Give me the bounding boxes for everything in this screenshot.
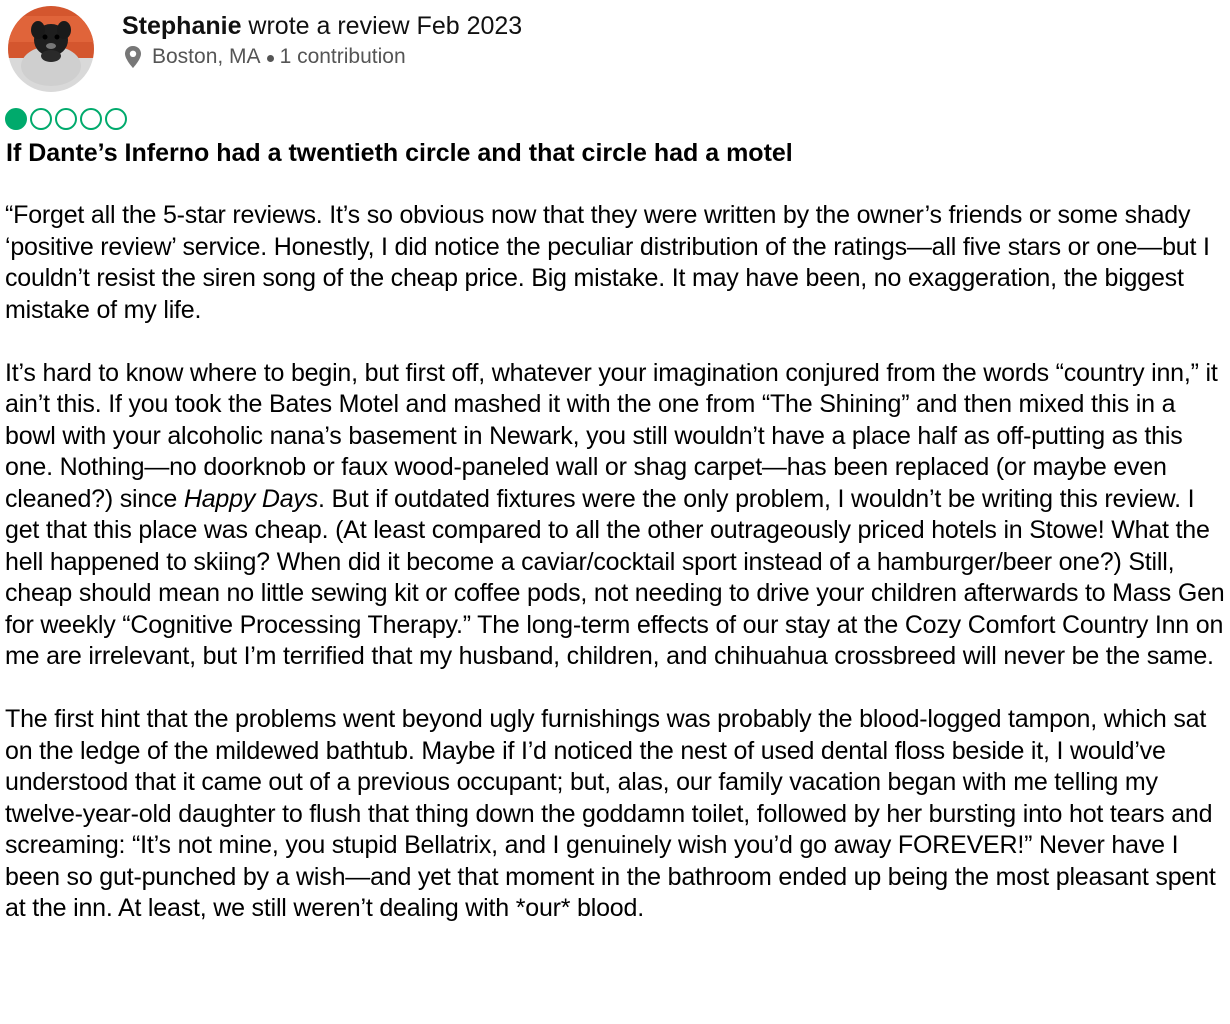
rating-bubble-empty-icon (80, 108, 102, 130)
separator-dot (267, 55, 274, 62)
author-name[interactable]: Stephanie (122, 12, 242, 40)
rating-bubbles (5, 108, 127, 130)
review-paragraph: “Forget all the 5-star reviews. It’s so obvious now that they were written by the owner’s friends or some shady ‘positive review’ service. Honestly, I did notice the peculiar distribution of the ratings—all five stars or one—but I couldn’t resist the siren song of the cheap price. Big mistake. It may have been, no exaggeration, the biggest mistake of my life. (5, 201, 1210, 324)
rating-bubble-empty-icon (55, 108, 77, 130)
review-body (5, 200, 1227, 956)
author-block (122, 10, 522, 72)
author-contributions: 1 contribution (279, 45, 406, 68)
review-paragraph: The first hint that the problems went beyond ugly furnishings was probably the blood-logged tampon, which sat on the ledge of the mildewed bathtub. Maybe if I’d noticed the nest of used dental floss beside it, I would’ve understood that it came out of a previous occupant; but, alas, our family vacation began with me telling my twelve-year-old daughter to flush that thing down the goddamn toilet, followed by her bursting into hot tears and screaming: “It’s not mine, you stupid Bellatrix, and I genuinely wish you’d go away FOREVER!” Never have I been so gut-punched by a wish—and yet that moment in the bathroom ended up being the most pleasant spent at the inn. At least, we still weren’t dealing with *our* blood. (5, 705, 1216, 922)
avatar[interactable] (8, 6, 94, 92)
review-text: . But if outdated fixtures were the only problem, I wouldn’t be writing this review. I get that this place was cheap. (At least compared to all the other outrageously priced hotels in Stowe! What the hell happened to skiing? When did it become a caviar/cocktail sport instead of a hamburger/beer one?) Still, cheap should mean no little sewing kit or coffee pods, not needing to drive your children afterwards to Mass Gen for weekly “Cognitive Processing Therapy.” The long-term effects of our stay at the Cozy Comfort Country Inn on me are irrelevant, but I’m terrified that my husband, children, and chihuahua crossbreed will never be the same. (5, 484, 1225, 670)
review-text: It’s hard to know where to begin, but first off, whatever your imagination conjured from the words “country inn,” it ain’t this. If you took the Bates Motel and mashed it with the one from “The Shining” and then mixed this in a bowl with your alcoholic nana’s basement in Newark, you still wouldn’t have a place half as off-putting as this one. Nothing—no doorknob or faux wood-paneled wall or shag carpet—has been replaced (or maybe even cleaned?) since (5, 358, 1218, 513)
review-text-italic: Happy Days (183, 484, 319, 513)
review-title[interactable]: If Dante’s Inferno had a twentieth circle and that circle had a motel (6, 139, 793, 167)
rating-bubble-empty-icon (105, 108, 127, 130)
author-location: Boston, MA (152, 45, 261, 68)
rating-bubble-empty-icon (30, 108, 52, 130)
author-line (122, 10, 522, 42)
rating-bubble-filled-icon (5, 108, 27, 130)
map-pin-icon (124, 45, 142, 69)
author-meta (122, 42, 522, 72)
review-header (8, 6, 708, 92)
review-action-text: wrote a review Feb 2023 (241, 12, 523, 40)
review-paragraph (5, 358, 1227, 673)
avatar-photo (8, 6, 94, 92)
